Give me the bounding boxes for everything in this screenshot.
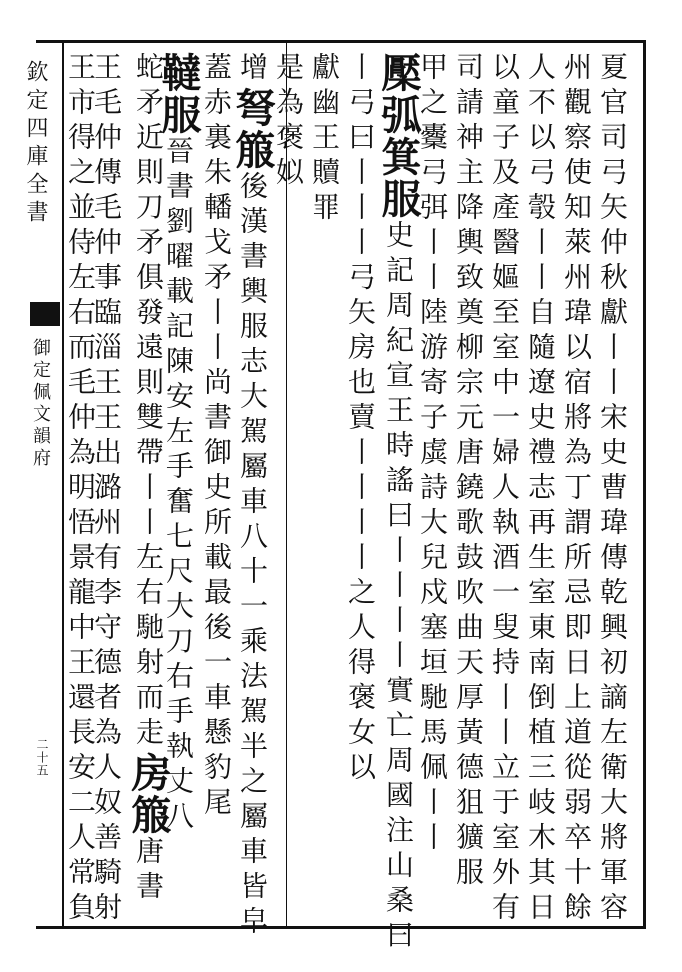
book-subtitle: 御定佩文韻府: [30, 338, 51, 470]
column-text: 州觀察使知萊州瑋以宿將為丁謂所忌即日上道從弱卒十餘: [560, 52, 593, 927]
text-column: [488, 52, 521, 927]
book-title: 欽定四庫全書: [23, 60, 48, 228]
entry-heading: 韃服: [155, 52, 202, 136]
text-column: [200, 52, 233, 912]
entry-heading: 房箙: [125, 752, 172, 836]
column-text: 蓋赤裏朱轓戈矛丨丨尚書御史所載最後一車懸豹尾: [200, 52, 233, 822]
text-column: [125, 52, 172, 912]
column-text: 王毛仲傳毛仲事臨淄王王出潞州有李守德者為人奴善騎射: [90, 52, 123, 927]
right-border: [643, 40, 646, 929]
text-column: [560, 52, 593, 927]
column-text: 晉書劉曜載記陳安左手奮七尺大刀右手執丈八: [162, 136, 195, 836]
entry-column: [229, 52, 276, 941]
column-text: 增: [236, 52, 269, 87]
column-text: 唐書: [132, 836, 165, 906]
column-text: 史記周紀宣王時謠曰丨丨丨丨實亡周國注山桑曰: [382, 220, 415, 955]
fishtail-mark: [30, 302, 60, 326]
column-text: 後漢書輿服志大駕屬車八十一乘法駕半之屬車皆皁: [236, 171, 269, 941]
column-text: 丨弓曰丨丨丨弓矢房也賣丨丨丨丨之人得褒女以: [344, 52, 377, 787]
column-text: 人不以弓彀丨丨自隨遼史禮志再生室東南倒植三岐木其日: [524, 52, 557, 927]
text-column: [308, 52, 341, 912]
page-number: 二十五: [35, 738, 49, 777]
top-border: [36, 40, 646, 43]
column-text: 王市得之並侍左右而毛仲為明悟景龍中王還長安二人常負: [64, 52, 97, 927]
entry-column: [375, 52, 422, 955]
column-text: 司請神主降輿致奠柳宗元唐鐃歌鼓吹曲天厚黃德狙獷服: [452, 52, 485, 892]
text-column: [452, 52, 485, 912]
entry-heading: 檿弧箕服: [375, 52, 422, 220]
entry-heading: 弩箙: [229, 87, 276, 171]
column-text: 是為褒姒: [272, 52, 305, 192]
text-column: [64, 52, 97, 927]
text-column: [272, 52, 305, 912]
text-column: [416, 52, 449, 912]
column-text: 蛇矛近則刀矛俱發遠則雙帶丨丨左右馳射而走: [132, 52, 165, 752]
column-text: 夏官司弓矢仲秋獻丨丨宋史曹瑋傳乾興初謫左衛大將軍容: [596, 52, 629, 927]
column-text: 甲之櫜弓弭丨丨陸游寄子虡詩大兒戍塞垣馳馬佩丨丨: [416, 52, 449, 857]
text-column: [596, 52, 629, 927]
text-column: [524, 52, 557, 927]
text-column: [344, 52, 377, 912]
column-text: 以童子及產醫嫗至室中一婦人執酒一叟持丨丨立于室外有: [488, 52, 521, 927]
column-text: 獻幽王贖罪: [308, 52, 341, 227]
